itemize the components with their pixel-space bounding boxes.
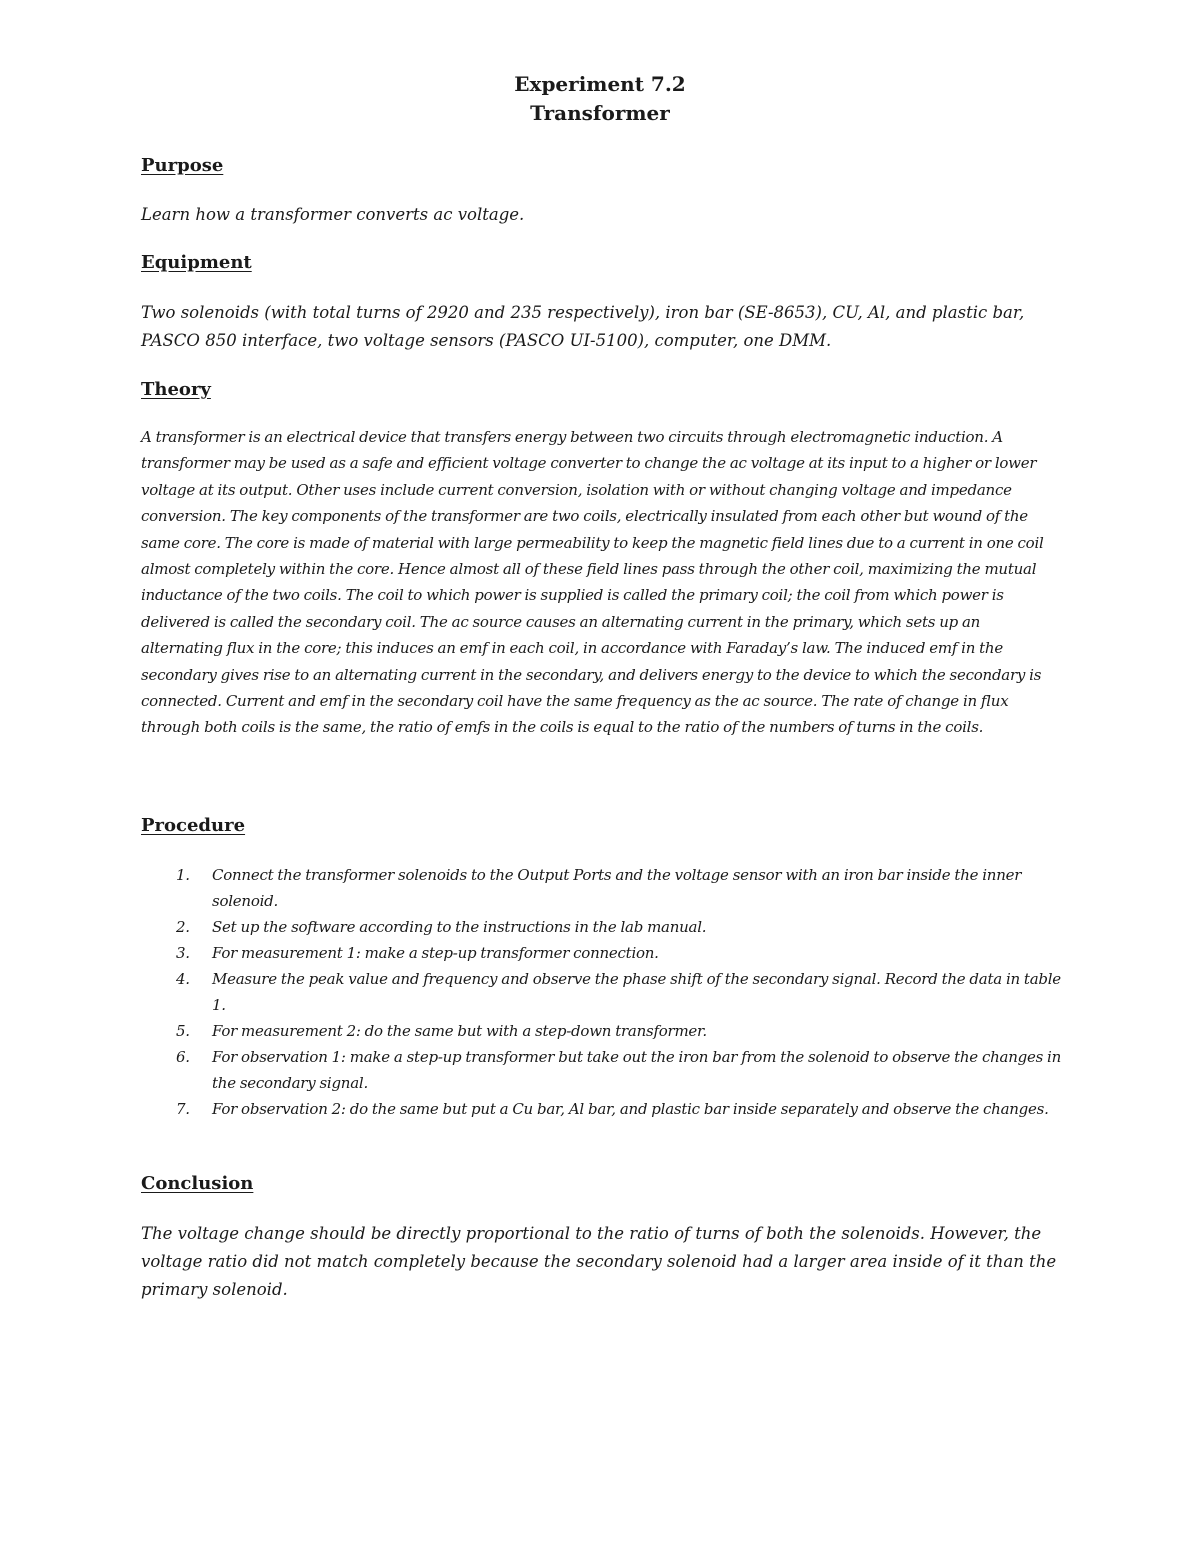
step-number: 5.: [176, 1022, 190, 1040]
procedure-step: [141, 1018, 1066, 1044]
equipment-heading: Equipment: [141, 252, 252, 273]
procedure-step: [141, 1044, 1066, 1096]
step-number: 6.: [176, 1048, 190, 1066]
purpose-heading: Purpose: [141, 155, 224, 176]
title-line-2: Transformer: [530, 101, 670, 125]
step-number: 4.: [176, 970, 190, 988]
step-text: Measure the peak value and frequency and observe the phase shift of the secondary signal. Record the data in table 1.: [212, 970, 1061, 1014]
theory-text: A transformer is an electrical device that transfers energy between two circuits through electromagnetic induction. A transformer may be used as a safe and efficient voltage converter to change the ac voltage at its input to a higher or lower voltage at its output. Other uses include current conversion, isolation with or without changing voltage and impedance conversion. The key components of the transformer are two coils, electrically insulated from each other but wound of the same core. The core is made of material with large permeability to keep the magnetic field lines due to a current in one coil almost completely within the core. Hence almost all of these field lines pass through the other coil, maximizing the mutual inductance of the two coils. The coil to which power is supplied is called the primary coil; the coil from which power is delivered is called the secondary coil. The ac source causes an alternating current in the primary, which sets up an alternating flux in the core; this induces an emf in each coil, in accordance with Faraday’s law. The induced emf in the secondary gives rise to an alternating current in the secondary, and delivers energy to the device to which the secondary is connected. Current and emf in the secondary coil have the same frequency as the ac source. The rate of change in flux through both coils is the same, the ratio of emfs in the coils is equal to the ratio of the numbers of turns in the coils.: [141, 428, 1044, 737]
step-number: 3.: [176, 944, 190, 962]
step-text: Connect the transformer solenoids to the Output Ports and the voltage sensor with an iron bar inside the inner solenoid.: [212, 866, 1022, 910]
step-text: For observation 2: do the same but put a Cu bar, Al bar, and plastic bar inside separately and observe the changes.: [212, 1100, 1049, 1118]
procedure-heading: Procedure: [141, 815, 246, 836]
purpose-text: Learn how a transformer converts ac voltage.: [141, 205, 525, 224]
document-title: [0, 70, 1200, 128]
conclusion-text: The voltage change should be directly proportional to the ratio of turns of both the solenoids. However, the voltage ratio did not match completely because the secondary solenoid had a larger area inside of it than the primary solenoid.: [141, 1224, 1057, 1299]
theory-heading: Theory: [141, 379, 211, 400]
procedure-step: [141, 1096, 1066, 1122]
procedure-list: [141, 862, 1066, 1122]
step-number: 2.: [176, 918, 190, 936]
step-text: Set up the software according to the instructions in the lab manual.: [212, 918, 707, 936]
step-number: 7.: [176, 1100, 190, 1118]
step-text: For measurement 2: do the same but with a step-down transformer.: [212, 1022, 707, 1040]
procedure-step: [141, 862, 1066, 914]
conclusion-heading: Conclusion: [141, 1173, 254, 1194]
step-number: 1.: [176, 866, 190, 884]
step-text: For observation 1: make a step-up transformer but take out the iron bar from the solenoid to observe the changes in the secondary signal.: [212, 1048, 1062, 1092]
procedure-step: [141, 966, 1066, 1018]
procedure-step: [141, 940, 1066, 966]
title-line-1: Experiment 7.2: [514, 72, 686, 96]
step-text: For measurement 1: make a step-up transformer connection.: [212, 944, 659, 962]
procedure-step: [141, 914, 1066, 940]
equipment-text: Two solenoids (with total turns of 2920 and 235 respectively), iron bar (SE-8653), CU, Al, and plastic bar, PASCO 850 interface, two voltage sensors (PASCO UI-5100), computer, one DMM.: [141, 303, 1025, 350]
